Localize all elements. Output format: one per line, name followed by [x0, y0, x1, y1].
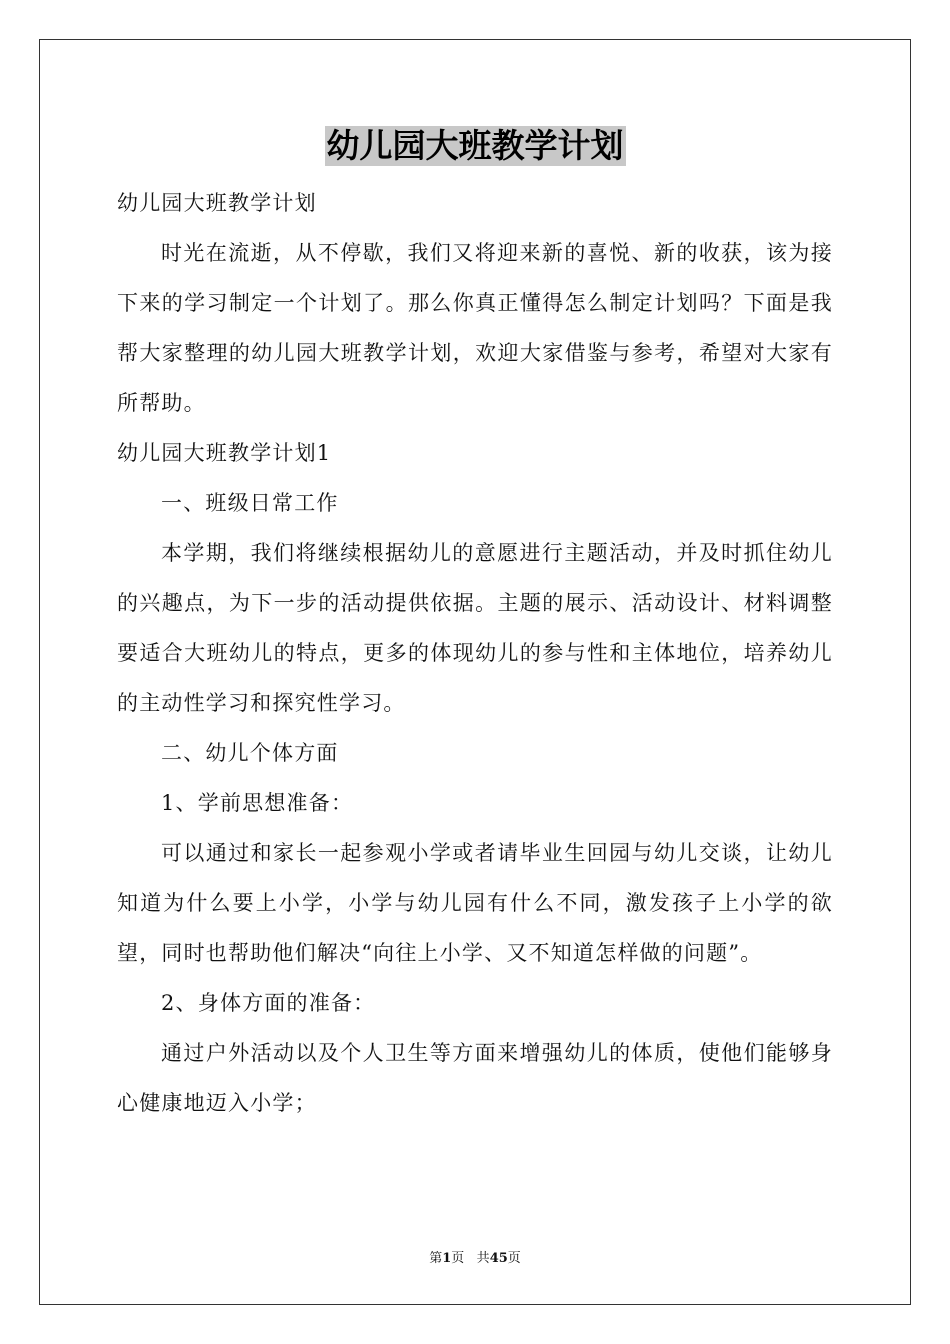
document-body — [117, 178, 833, 1128]
paragraph: 通过户外活动以及个人卫生等方面来增强幼儿的体质，使他们能够身心健康地迈入小学； — [117, 1041, 833, 1115]
paragraph: 幼儿园大班教学计划1 — [117, 441, 332, 465]
title-container — [0, 126, 950, 166]
paragraph: 可以通过和家长一起参观小学或者请毕业生回园与幼儿交谈，让幼儿知道为什么要上小学，小学与幼儿园有什么不同，激发孩子上小学的欲望，同时也帮助他们解决“向往上小学、又不知道怎样做的问题”。 — [117, 841, 833, 965]
paragraph: 1、学前思想准备： — [161, 791, 354, 815]
page-suffix: 页 — [451, 1251, 465, 1266]
paragraph: 2、身体方面的准备： — [161, 991, 376, 1015]
paragraph: 幼儿园大班教学计划 — [117, 191, 317, 215]
page-number: 1 — [442, 1251, 452, 1266]
total-prefix: 共 — [476, 1251, 490, 1266]
total-pages: 45 — [489, 1251, 508, 1266]
document-title: 幼儿园大班教学计划 — [326, 126, 624, 165]
page-prefix: 第 — [429, 1251, 443, 1266]
paragraph: 本学期，我们将继续根据幼儿的意愿进行主题活动，并及时抓住幼儿的兴趣点，为下一步的活动提供依据。主题的展示、活动设计、材料调整要适合大班幼儿的特点，更多的体现幼儿的参与性和主体地位，培养幼儿的主动性学习和探究性学习。 — [117, 541, 833, 715]
paragraph: 时光在流逝，从不停歇，我们又将迎来新的喜悦、新的收获，该为接下来的学习制定一个计划了。那么你真正懂得怎么制定计划吗？下面是我帮大家整理的幼儿园大班教学计划，欢迎大家借鉴与参考，希望对大家有所帮助。 — [117, 241, 833, 415]
total-suffix: 页 — [507, 1251, 521, 1266]
paragraph: 二、幼儿个体方面 — [161, 741, 339, 765]
paragraph: 一、班级日常工作 — [161, 491, 339, 515]
page-footer — [0, 1247, 950, 1266]
